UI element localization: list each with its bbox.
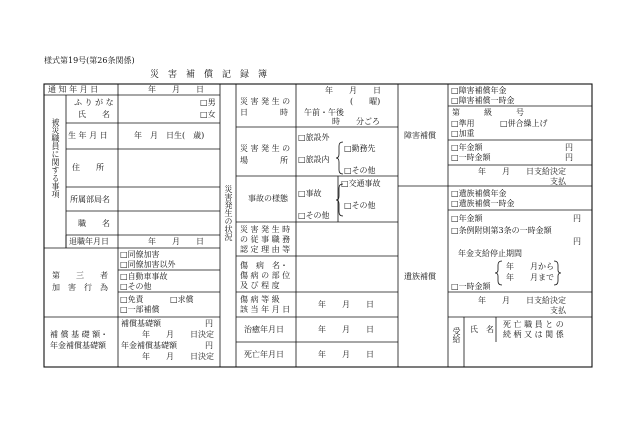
accident-other-checkbox[interactable]: □ その他 (298, 211, 330, 221)
third-party-label: 第 三 者 (52, 271, 108, 280)
place-other-checkbox[interactable]: □ その他 (344, 166, 376, 176)
accident-checkbox[interactable]: □ 事故 (298, 189, 322, 199)
yen-4: 円 (565, 153, 573, 162)
recipient-label: 受給 (452, 327, 461, 343)
grade-label-1: 傷 病 等 級 (240, 295, 280, 304)
pay-2: 支払 (550, 306, 566, 315)
additional-rule-checkbox[interactable]: □ 条例附則第3条の一時金額 (451, 226, 552, 236)
basis-decided: 年 月 日決定 (142, 330, 214, 339)
yen-5: 円 (573, 214, 581, 223)
duty-label-2: の 従 事 職 務 (240, 235, 291, 244)
occur-date-label-2: 日 時 (240, 108, 288, 117)
survivor-label: 遺族補償 (404, 272, 436, 281)
lump-amount-checkbox[interactable]: □ 一時金額 (451, 153, 491, 163)
pension-decided: 年 月 日決定 (142, 352, 214, 361)
suspend-to: 年 月まで (506, 273, 554, 282)
female-checkbox[interactable]: □ 女 (200, 110, 216, 120)
birth-label: 生 年 月 日 (68, 131, 108, 140)
death-label: 死亡年月日 (244, 350, 284, 359)
pay: 支払 (550, 177, 566, 186)
form-title: 災 害 補 償 記 録 簿 (150, 70, 268, 80)
disability-lump-checkbox[interactable]: □ 障害補償一時金 (451, 96, 515, 106)
suspend-from: 年 月から (506, 262, 554, 271)
notice-date-value: 年 月 日 (148, 85, 204, 94)
suspend-label: 年金支給停止期間 (458, 249, 522, 258)
auto-accident-checkbox[interactable]: □ 自動車事故 (120, 272, 168, 282)
work-site-checkbox[interactable]: □ 勤務先 (344, 144, 376, 154)
male-checkbox[interactable]: □ 男 (200, 98, 216, 108)
traffic-checkbox[interactable]: □ 交通事故 (341, 179, 381, 189)
basis-amount-label: 補償基礎額 (121, 319, 161, 328)
not-same-job-checkbox[interactable]: □ 同僚加害以外 (120, 260, 176, 270)
annual-amount-2-checkbox[interactable]: □ 年金額 (451, 214, 483, 224)
death-value: 年 月 日 (318, 350, 374, 359)
accident-label: 事故の様態 (248, 194, 288, 203)
weekday: ( 曜) (350, 97, 381, 106)
basis-label-2: 年金補償基礎額 (50, 341, 106, 350)
facility-in-checkbox[interactable]: □ 旅設内 (298, 155, 330, 165)
occurrence-status-label: 災害発生の状況 (224, 185, 233, 241)
form-number: 様式第19号(第26条関係) (44, 56, 135, 65)
disability-pension-checkbox[interactable]: □ 障害補償年金 (451, 86, 507, 96)
dept-label: 所属部局名 (70, 195, 110, 204)
annual-amount-checkbox[interactable]: □ 年金額 (451, 143, 483, 153)
injury-label-2: 傷 病 の 部 位 (240, 271, 291, 280)
position-label: 職 名 (78, 219, 110, 228)
pay-decided-2: 年 月 日支給決定 (478, 296, 566, 305)
occur-date-value: 年 月 日 (325, 86, 381, 95)
address-label: 住 所 (72, 163, 104, 172)
disability-label: 障害補償 (404, 131, 436, 140)
recipient-name-label: 氏 名 (470, 325, 494, 334)
pension-basis-label: 年金補償基礎額 (121, 341, 177, 350)
survivor-pension-checkbox[interactable]: □ 遺族補償年金 (451, 189, 507, 199)
yen-6: 円 (573, 237, 581, 246)
grade-label-2: 該 当 年 月 日 (240, 305, 291, 314)
retire-value: 年 月 日 (148, 237, 204, 246)
duty-label-3: 認 定 理 由 等 (240, 245, 291, 254)
cure-value: 年 月 日 (318, 325, 374, 334)
survivor-lump-checkbox[interactable]: □ 遺族補償一時金 (451, 199, 515, 209)
third-party-label-2: 加 害 行 為 (52, 283, 108, 292)
time: 時 分ごろ (332, 117, 380, 126)
birth-value: 年 月 日生( 歳) (134, 131, 205, 140)
place-label-1: 災 害 発 生 の (240, 144, 291, 153)
injury-label-3: 及 び 程 度 (240, 281, 280, 290)
standard-checkbox[interactable]: □ 準用 (451, 119, 475, 129)
yen-3: 円 (565, 143, 573, 152)
relation-label-2: 続 柄 又 は 関 係 (503, 330, 564, 339)
yen-2: 円 (205, 341, 213, 350)
partial-checkbox[interactable]: □ 一部補償 (120, 305, 160, 315)
furigana-label: ふ り が な (74, 98, 114, 107)
victim-section-label: 被災職員に関する事項 (51, 118, 60, 198)
facility-out-checkbox[interactable]: □ 旅設外 (298, 133, 330, 143)
retire-label: 退職年月日 (69, 237, 109, 246)
aggravated-checkbox[interactable]: □ 加重 (451, 129, 475, 139)
grade-line: 第 級 号 (452, 108, 524, 117)
exempt-checkbox[interactable]: □ 免責 (120, 295, 144, 305)
other-checkbox[interactable]: □ その他 (120, 282, 152, 292)
duty-label-1: 災 害 発 生 時 (240, 225, 291, 234)
occur-date-label-1: 災 害 発 生 の (240, 97, 291, 106)
claim-checkbox[interactable]: □ 求償 (170, 295, 194, 305)
injury-label-1: 傷 病 名・ (240, 261, 288, 270)
grade-value: 年 月 日 (318, 300, 374, 309)
ampm: 午前・午後 (304, 108, 344, 117)
pay-decided: 年 月 日支給決定 (478, 167, 566, 176)
notice-date-label: 通 知 年 月 日 (48, 85, 99, 94)
cure-label: 治癒年月日 (244, 325, 284, 334)
basis-label-1: 補 償 基 礎 額・ (50, 330, 109, 339)
same-job-checkbox[interactable]: □ 同僚加害 (120, 250, 160, 260)
relation-label-1: 死 亡 職 員 と の (503, 320, 564, 329)
lump-amount-2-checkbox[interactable]: □ 一時金額 (451, 282, 491, 292)
combined-checkbox[interactable]: □ 併合繰上げ (500, 119, 548, 129)
name-label: 氏 名 (78, 110, 110, 119)
place-label-2: 場 所 (240, 156, 288, 165)
yen-1: 円 (205, 319, 213, 328)
accident-sub-other-checkbox[interactable]: □ その他 (344, 201, 376, 211)
